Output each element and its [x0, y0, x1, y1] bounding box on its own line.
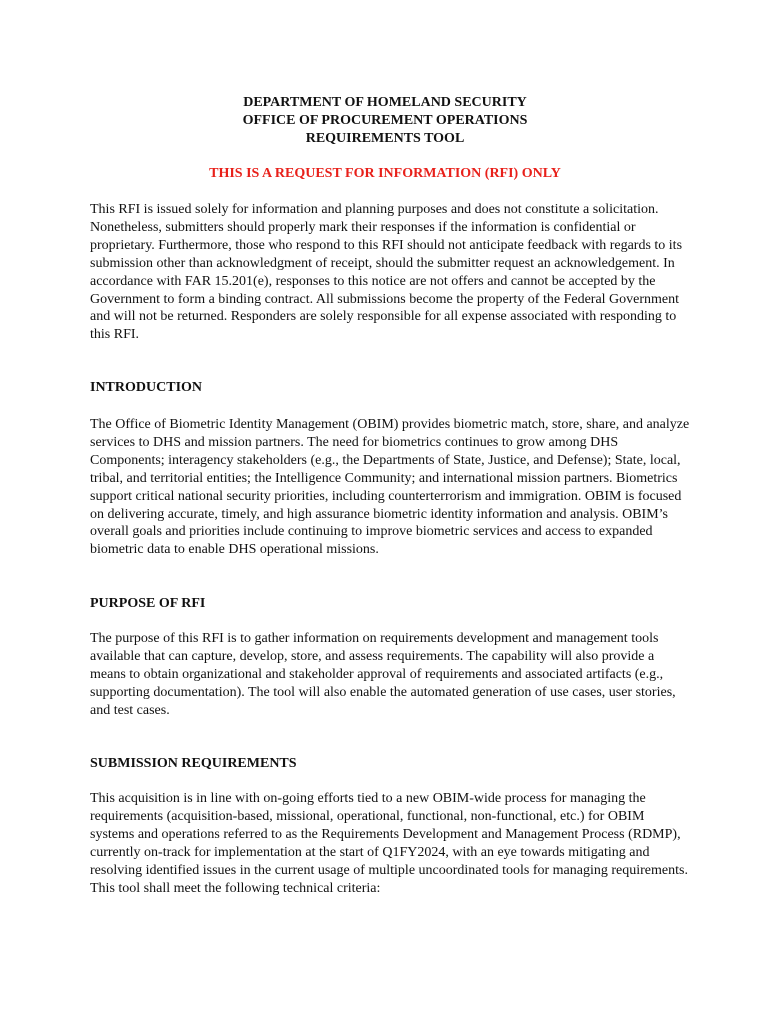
document-header: [0, 94, 770, 148]
header-title: REQUIREMENTS TOOL: [305, 131, 465, 146]
introduction-heading: INTRODUCTION: [90, 380, 203, 395]
header-office: OFFICE OF PROCUREMENT OPERATIONS: [242, 113, 528, 128]
purpose-heading: PURPOSE OF RFI: [90, 596, 206, 611]
submission-heading: SUBMISSION REQUIREMENTS: [90, 756, 297, 771]
disclaimer-paragraph: This RFI is issued solely for information and planning purposes and does not constitute a solicitation. Nonetheless, submitters should properly mark their responses if the information is confidential or proprietary. Furthermore, those who respond to this RFI should not anticipate feedback with regards to its submission other than acknowledgment of receipt, should the submitter request an acknowledgement. In accordance with FAR 15.201(e), responses to this notice are not offers and cannot be accepted by the Government to form a binding contract. All submissions become the property of the Federal Government and will not be returned. Responders are solely responsible for all expense associated with responding to this RFI.: [90, 202, 683, 343]
purpose-paragraph: The purpose of this RFI is to gather information on requirements development and management tools available that can capture, develop, store, and assess requirements. The capability will also provide a means to obtain organizational and stakeholder approval of requirements and associated artifacts (e.g., supporting documentation). The tool will also enable the automated generation of use cases, user stories, and test cases.: [90, 631, 676, 718]
introduction-paragraph: The Office of Biometric Identity Management (OBIM) provides biometric match, store, share, and analyze services to DHS and mission partners. The need for biometrics continues to grow among DHS Components; interagency stakeholders (e.g., the Departments of State, Justice, and Defense); State, local, tribal, and territorial entities; the Intelligence Community; and international mission partners. Biometrics support critical national security priorities, including counterterrorism and immigration. OBIM is focused on delivering accurate, timely, and high assurance biometric identity information and analysis. OBIM’s overall goals and priorities include continuing to improve biometric services and access to expanded biometric data to enable DHS operational missions.: [90, 417, 690, 558]
rfi-notice: THIS IS A REQUEST FOR INFORMATION (RFI) ONLY: [209, 166, 561, 181]
header-department: DEPARTMENT OF HOMELAND SECURITY: [243, 95, 527, 110]
submission-paragraph: This acquisition is in line with on-going efforts tied to a new OBIM-wide process for managing the requirements (acquisition-based, missional, operational, functional, non-functional, etc.) for OBIM systems and operations referred to as the Requirements Development and Management Process (RDMP), currently on-track for implementation at the start of Q1FY2024, with an eye towards mitigating and resolving identified issues in the current usage of multiple uncoordinated tools for managing requirements. This tool shall meet the following technical criteria:: [90, 791, 688, 896]
